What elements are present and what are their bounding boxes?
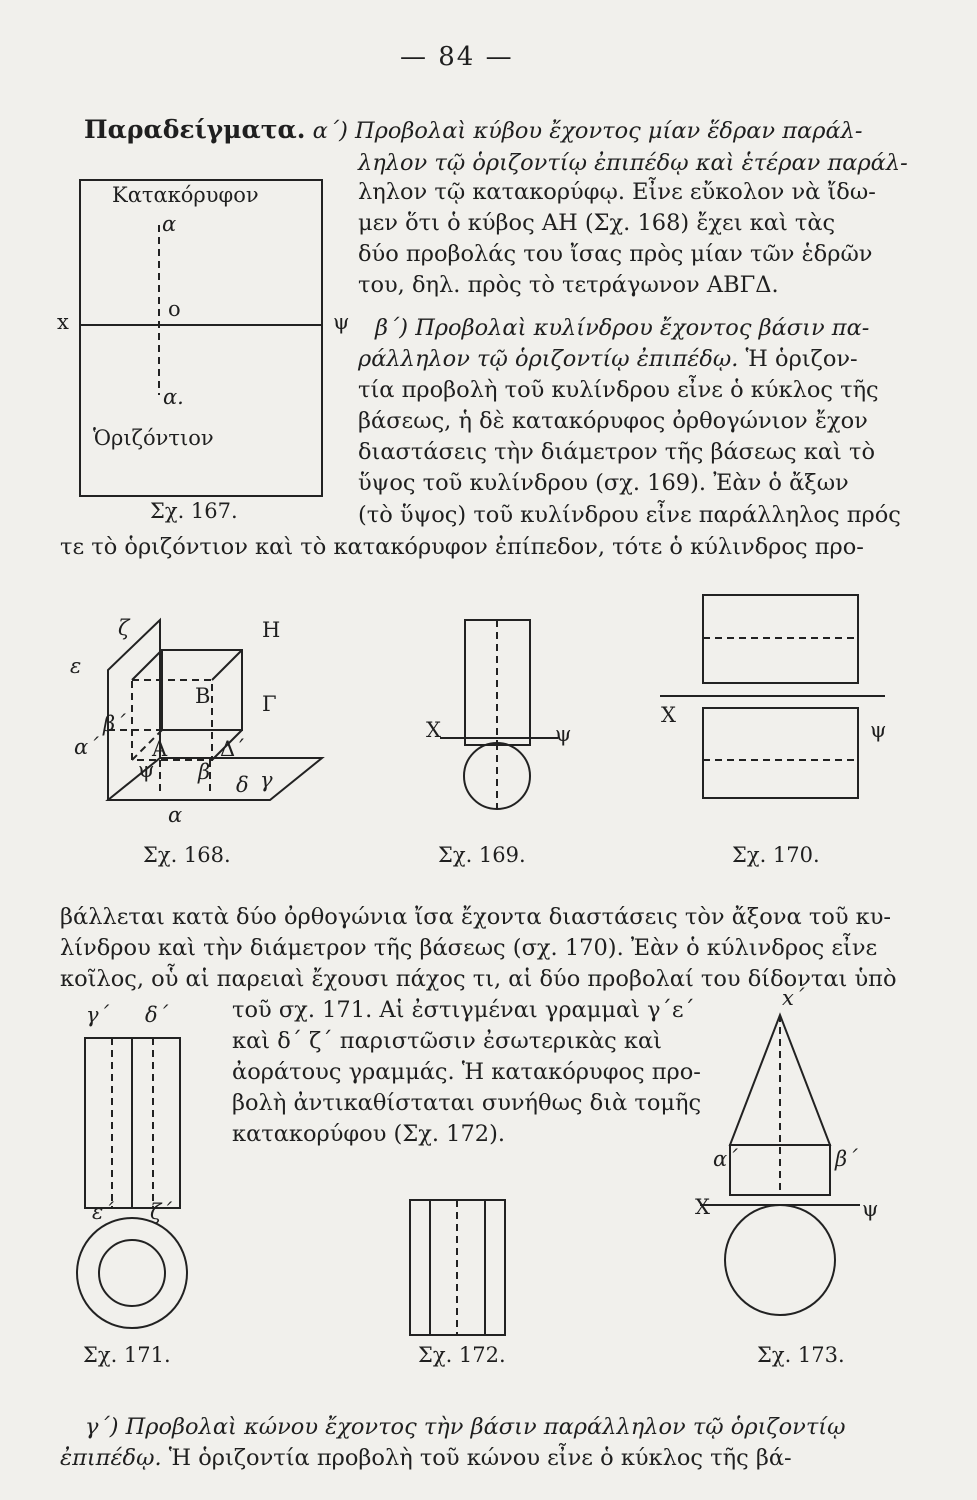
figure-167 — [70, 170, 330, 500]
intro-text-1: α΄) Προβολαὶ κύβου ἔχοντος μίαν ἕδραν παράλ- — [312, 118, 863, 144]
section-heading: Παραδείγματα. — [84, 115, 306, 144]
fig168-caption: Σχ. 168. — [143, 843, 231, 867]
fig167-label-psi: ψ — [333, 310, 350, 334]
figure-170 — [660, 590, 890, 820]
intro-line-2: ληλον τῷ ὁριζοντίῳ ἐπιπέδῳ καὶ ἑτέραν παράλ- — [358, 150, 908, 176]
fig171-label-d: δ΄ — [145, 1003, 169, 1027]
fig168-label-delta-small: δ — [236, 773, 249, 797]
fig168-label-epsilon: ε — [70, 654, 82, 678]
figure-169 — [440, 610, 560, 820]
figure-172 — [405, 1195, 515, 1345]
para-c-line-5: καὶ δ΄ ζ΄ παριστῶσιν ἐσωτερικὰς καὶ — [232, 1028, 662, 1054]
fig168-label-alpha-cap: Α — [152, 737, 168, 761]
para-b-line-5: διαστάσεις τὴν διάμετρον τῆς βάσεως καὶ τὸ — [358, 439, 876, 465]
fig168-label-psi: ψ — [138, 758, 155, 782]
para-c-line-4: τοῦ σχ. 171. Αἱ ἐστιγμέναι γραμμαὶ γ΄ε΄ — [232, 997, 695, 1023]
fig168-label-beta-prime: β΄ — [103, 712, 126, 736]
fig173-label-x-top: x΄ — [782, 986, 805, 1010]
fig169-circle — [464, 743, 530, 809]
para-b-line-2 — [358, 344, 858, 375]
fig168-label-gamma-cap: Γ — [262, 692, 277, 716]
para-d-line-2a: ἐπιπέδῳ. — [60, 1445, 162, 1471]
para-c-line-3: κοῖλος, οὗ αἱ παρειαὶ ἔχουσι πάχος τι, αἱ δύο προβολαί του δίδονται ὑπὸ — [60, 966, 897, 992]
para-b-line-7: (τὸ ὕψος) τοῦ κυλίνδρου εἶνε παράλληλος πρός — [358, 502, 901, 528]
intro-line-5: δύο προβολάς του ἴσας πρὸς μίαν τῶν ἑδρῶν — [358, 241, 873, 267]
fig169-caption: Σχ. 169. — [438, 843, 526, 867]
fig167-label-horizontal: Ὁριζόντιον — [93, 426, 214, 450]
fig168-label-delta-cap: Δ΄ — [220, 737, 246, 761]
fig170-caption: Σχ. 170. — [732, 843, 820, 867]
intro-line-4: μεν ὅτι ὁ κύβος ΑΗ (Σχ. 168) ἔχει καὶ τὰς — [358, 210, 836, 236]
fig168-label-alpha-bottom: α — [168, 803, 183, 827]
para-b-line-8: τε τὸ ὁριζόντιον καὶ τὸ κατακόρυφον ἐπίπεδον, τότε ὁ κύλινδρος προ- — [60, 534, 864, 560]
para-b-line-3: τία προβολὴ τοῦ κυλίνδρου εἶνε ὁ κύκλος τῆς — [358, 377, 879, 403]
fig167-label-x: x — [57, 310, 69, 334]
fig173-caption: Σχ. 173. — [757, 1343, 845, 1367]
fig167-label-a-top: α — [162, 212, 177, 236]
fig171-label-g: γ΄ — [86, 1003, 110, 1027]
para-d-line-1: γ΄) Προβολαὶ κώνου ἔχοντος τὴν βάσιν παράλληλον τῷ ὁριζοντίῳ — [85, 1414, 846, 1440]
figure-168 — [60, 590, 340, 830]
figure-173 — [700, 1010, 860, 1350]
fig171-label-e: ε΄ — [92, 1200, 114, 1224]
fig172-caption: Σχ. 172. — [418, 1343, 506, 1367]
fig167-label-vertical: Κατακόρυφον — [112, 183, 259, 207]
fig171-caption: Σχ. 171. — [83, 1343, 171, 1367]
fig168-label-gamma-small: γ — [260, 768, 273, 792]
fig167-label-o: ο — [168, 297, 181, 321]
fig168-label-alpha: α΄ — [74, 735, 99, 759]
fig173-circle — [725, 1205, 835, 1315]
fig168-label-zeta: ζ — [118, 616, 130, 640]
para-c-line-1: βάλλεται κατὰ δύο ὀρθογώνια ἴσα ἔχοντα διαστάσεις τὸν ἄξονα τοῦ κυ- — [60, 904, 892, 930]
para-c-line-2: λίνδρου καὶ τὴν διάμετρον τῆς βάσεως (σχ. 170). Ἐὰν ὁ κύλινδρος εἶνε — [60, 935, 878, 961]
figure-171 — [65, 1030, 195, 1330]
fig170-label-psi: ψ — [870, 718, 887, 742]
para-d-line-2 — [60, 1443, 792, 1474]
para-b-line-6: ὕψος τοῦ κυλίνδρου (σχ. 169). Ἐὰν ὁ ἄξων — [358, 470, 849, 496]
fig168-label-eta: Η — [262, 618, 281, 642]
para-c-line-6: ἀοράτους γραμμάς. Ἡ κατακόρυφος προ- — [232, 1059, 701, 1085]
fig173-label-a: α΄ — [713, 1147, 738, 1171]
intro-line-3: ληλον τῷ κατακορύφῳ. Εἶνε εὔκολον νὰ ἴδω- — [358, 179, 876, 205]
page-number: — 84 — — [400, 42, 514, 72]
fig171-outer-circle — [77, 1218, 187, 1328]
fig170-label-x: X — [661, 703, 676, 727]
fig171-label-z: ζ΄ — [150, 1200, 172, 1224]
para-b-line-2b: Ἡ ὁριζον- — [745, 346, 858, 372]
fig171-inner-circle — [99, 1240, 165, 1306]
fig169-label-psi: ψ — [555, 722, 572, 746]
fig173-label-x: X — [695, 1195, 710, 1219]
para-b-line-4: βάσεως, ἡ δὲ κατακόρυφος ὀρθογώνιον ἔχον — [358, 408, 868, 434]
para-d-line-2b: Ἡ ὁριζοντία προβολὴ τοῦ κώνου εἶνε ὁ κύκλος τῆς βά- — [168, 1445, 792, 1471]
para-b-line-1: β΄) Προβολαὶ κυλίνδρου ἔχοντος βάσιν πα- — [375, 315, 870, 341]
para-c-line-8: κατακορύφου (Σχ. 172). — [232, 1121, 506, 1147]
fig173-label-psi: ψ — [862, 1197, 879, 1221]
fig168-label-beta-cap: Β — [195, 684, 211, 708]
fig170-horizontal-projection — [703, 708, 858, 798]
fig167-label-a-bottom: α. — [163, 385, 184, 409]
intro-line-6: του, δηλ. πρὸς τὸ τετράγωνον ΑΒΓΔ. — [358, 272, 779, 298]
para-b-line-2a: ράλληλον τῷ ὁριζοντίῳ ἐπιπέδῳ. — [358, 346, 739, 372]
fig169-label-x: X — [426, 718, 441, 742]
para-c-line-7: βολὴ ἀντικαθίσταται συνήθως διὰ τομῆς — [232, 1090, 702, 1116]
fig173-label-b: β΄ — [835, 1147, 858, 1171]
fig168-label-beta-small: β — [198, 760, 211, 784]
fig167-caption: Σχ. 167. — [150, 499, 238, 523]
intro-line-1 — [84, 114, 863, 147]
